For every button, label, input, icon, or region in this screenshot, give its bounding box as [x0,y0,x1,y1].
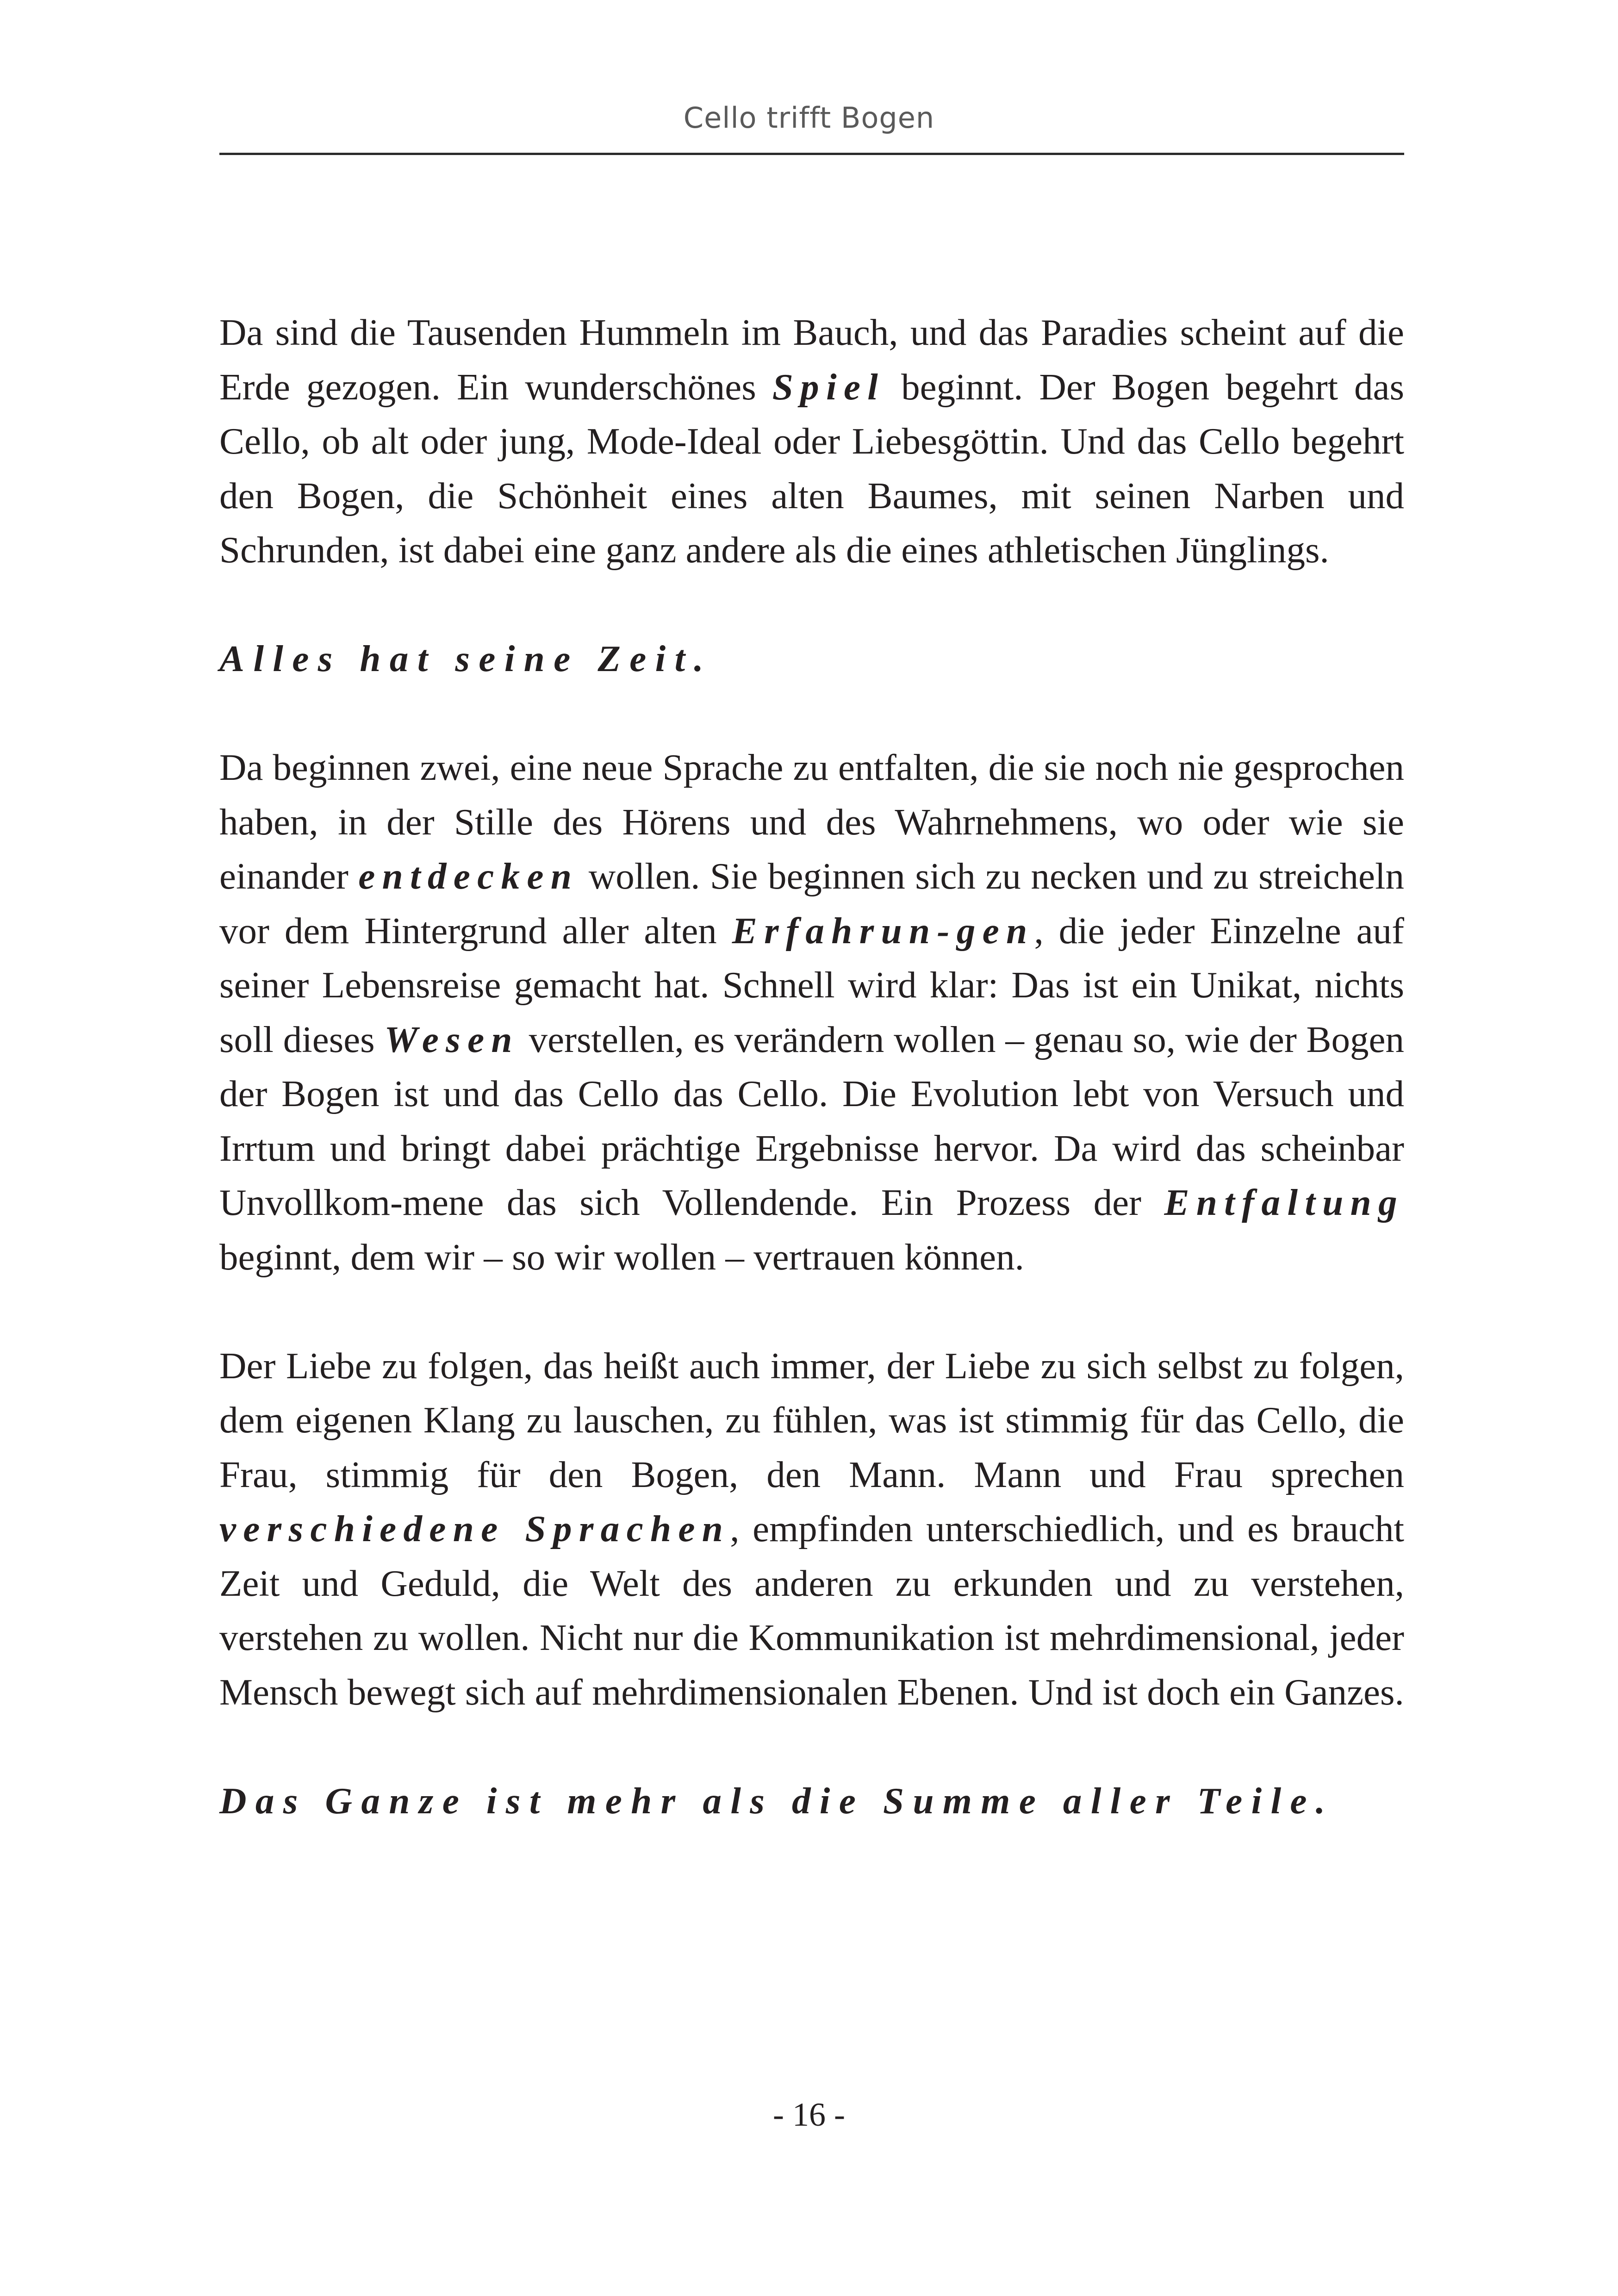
paragraph-2 [219,740,1404,1284]
emphasis-spiel: Spiel [772,366,885,408]
text-run: Der Liebe zu folgen, das heißt auch immer, der Liebe zu sich selbst zu folgen, dem eigenen Klang zu lauschen, zu fühlen, was ist stimmig für das Cello, die Frau, stimmig für den Bogen, den Mann. Mann und Frau sprechen [219,1344,1404,1495]
text-run: verstellen, es verändern wollen – genau so, wie der Bogen der Bogen ist und das Cello das Cello. Die Evolution lebt von Versuch und Irrtum und bringt dabei prächtige Ergebnisse hervor. Da wird das scheinbar Unvollkom-mene das sich Vollendende. Ein Prozess der [219,1018,1404,1223]
body-text [219,305,1404,1828]
text-run: , empfinden unterschiedlich, und es braucht Zeit und Geduld, die Welt des anderen zu erkunden und zu verstehen, verstehen zu wollen. Nicht nur die Kommunikation ist mehrdimensional, jeder Mensch bewegt sich auf mehrdimensionalen Ebenen. Und ist doch ein Ganzes. [219,1508,1405,1713]
text-run: beginnt, dem wir – so wir wollen – vertrauen können. [219,1236,1024,1278]
emphasis-erfahrungen: Erfahrun-gen [732,909,1034,952]
motto-das-ganze: Das Ganze ist mehr als die Summe aller Teile. [219,1780,1334,1822]
emphasis-entfaltung: Entfaltung [1164,1182,1404,1223]
paragraph-gap [219,686,1404,741]
emphasis-wesen: Wesen [384,1018,519,1060]
motto-alles-hat-seine-zeit: Alles hat seine Zeit. [219,638,713,679]
paragraph-3 [219,1339,1404,1720]
running-header: Cello trifft Bogen [683,101,935,135]
text-run: wollen. Sie beginnen sich zu necken und zu streicheln vor dem Hintergrund aller alten [219,855,1404,952]
text-run: , die jeder Einzelne auf seiner Lebensreise gemacht hat. Schnell wird klar: Das ist ein Unikat, nichts soll dieses [219,909,1404,1060]
page-number: - 16 - [773,2096,845,2133]
paragraph-gap [219,1719,1404,1774]
text-run: Da beginnen zwei, eine neue Sprache zu entfalten, die sie noch nie gesprochen haben, in der Stille des Hörens und des Wahrnehmens, wo oder wie sie einander [219,747,1404,897]
text-run: Da sind die Tausenden Hummeln im Bauch, und das Paradies scheint auf die Erde gezogen. Ein wunderschönes [219,311,1404,408]
emphasis-entdecken: entdecken [358,855,579,897]
paragraph-1 [219,305,1404,578]
text-run: beginnt. Der Bogen begehrt das Cello, ob alt oder jung, Mode-Ideal oder Liebesgöttin. Und das Cello begehrt den Bogen, die Schönheit eines alten Baumes, mit seinen Narben und Schrunden, ist dabei eine ganz andere als die eines athletischen Jünglings. [219,366,1405,571]
header-rule [219,153,1404,155]
paragraph-gap [219,1284,1404,1339]
paragraph-gap [219,578,1404,632]
emphasis-verschiedene-sprachen: verschiedene Sprachen [219,1508,730,1549]
